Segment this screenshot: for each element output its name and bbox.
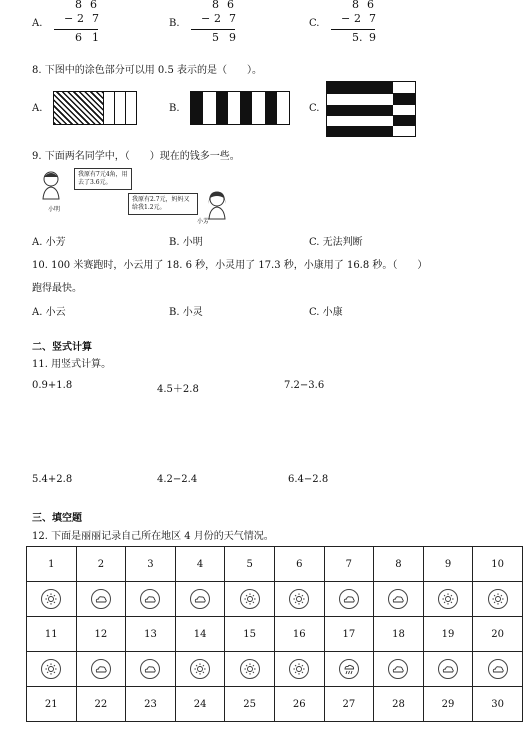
q7-digit: 6 bbox=[90, 0, 97, 11]
q7-digit: 2 bbox=[354, 12, 361, 25]
q7-digit: 6 bbox=[75, 31, 82, 44]
q7-option-a-label: A. bbox=[32, 18, 43, 29]
weather-day-cell: 26 bbox=[274, 687, 324, 722]
weather-day-cell: 18 bbox=[374, 617, 424, 652]
weather-table bbox=[26, 546, 523, 722]
q7-option-c-label: C. bbox=[309, 18, 320, 29]
q7-digit: 7 bbox=[92, 12, 99, 25]
q10-option-a: A. 小云 bbox=[32, 307, 66, 318]
sun-icon bbox=[190, 659, 210, 679]
q8-option-b-label: B. bbox=[169, 103, 180, 114]
cloud-icon bbox=[339, 589, 359, 609]
weather-icon-cell bbox=[126, 582, 176, 617]
cloud-icon bbox=[190, 589, 210, 609]
weather-icon-cell bbox=[374, 582, 424, 617]
cloud-icon bbox=[140, 589, 160, 609]
weather-icon-cell bbox=[473, 582, 523, 617]
sun-icon bbox=[289, 589, 309, 609]
weather-icon-row bbox=[27, 652, 523, 687]
q7-digit: − bbox=[341, 12, 351, 25]
q7-digit: 6 bbox=[367, 0, 374, 11]
q9-option-a: A. 小芳 bbox=[32, 237, 66, 248]
weather-icon-row bbox=[27, 582, 523, 617]
sun-icon bbox=[41, 659, 61, 679]
q7-digit: 8 bbox=[352, 0, 359, 11]
q8-figure-a bbox=[53, 91, 137, 125]
sun-icon bbox=[289, 659, 309, 679]
sun-icon bbox=[438, 589, 458, 609]
q7-digit: 6 bbox=[227, 0, 234, 11]
weather-day-cell: 20 bbox=[473, 617, 523, 652]
q10-question-continued: 跑得最快。 bbox=[32, 283, 82, 294]
weather-day-cell: 24 bbox=[175, 687, 225, 722]
xiaoming-figure bbox=[38, 170, 64, 200]
xiaoming-speech-bubble: 我原有7元4角，用去了3.6元。 bbox=[74, 168, 132, 190]
cloud-icon bbox=[438, 659, 458, 679]
weather-icon-cell bbox=[126, 652, 176, 687]
weather-icon-cell bbox=[76, 582, 126, 617]
q11-expression-6: 6.4−2.8 bbox=[288, 474, 329, 485]
weather-icon-cell bbox=[324, 652, 374, 687]
q7-option-c-subtraction bbox=[329, 0, 377, 46]
q12-question: 12. 下面是丽丽记录自己所在地区 4 月份的天气情况。 bbox=[32, 531, 274, 542]
weather-day-cell: 3 bbox=[126, 547, 176, 582]
section-3-title: 三、填空题 bbox=[32, 513, 82, 524]
weather-day-cell: 12 bbox=[76, 617, 126, 652]
q11-expression-4: 5.4+2.8 bbox=[32, 474, 73, 485]
weather-icon-cell bbox=[473, 652, 523, 687]
weather-day-cell: 4 bbox=[175, 547, 225, 582]
xiaofang-speech-bubble: 我原有2.7元，妈妈又给我1.2元。 bbox=[128, 193, 198, 215]
weather-day-cell: 5 bbox=[225, 547, 275, 582]
weather-day-cell: 11 bbox=[27, 617, 77, 652]
weather-icon-cell bbox=[175, 652, 225, 687]
sun-icon bbox=[240, 589, 260, 609]
weather-day-cell: 14 bbox=[175, 617, 225, 652]
q7-digit: 5. bbox=[352, 31, 363, 44]
weather-day-cell: 6 bbox=[274, 547, 324, 582]
weather-day-cell: 2 bbox=[76, 547, 126, 582]
q11-expression-1: 0.9+1.8 bbox=[32, 380, 73, 391]
weather-day-cell: 22 bbox=[76, 687, 126, 722]
q7-rule-line bbox=[331, 29, 375, 30]
cloud-icon bbox=[91, 589, 111, 609]
weather-day-cell: 1 bbox=[27, 547, 77, 582]
weather-day-cell: 30 bbox=[473, 687, 523, 722]
weather-day-cell: 7 bbox=[324, 547, 374, 582]
q8-option-a-label: A. bbox=[32, 103, 43, 114]
q10-option-b: B. 小灵 bbox=[169, 307, 203, 318]
sun-icon bbox=[41, 589, 61, 609]
weather-icon-cell bbox=[324, 582, 374, 617]
q7-digit: 2 bbox=[214, 12, 221, 25]
weather-day-cell: 19 bbox=[423, 617, 473, 652]
sun-icon bbox=[488, 589, 508, 609]
weather-day-cell: 28 bbox=[374, 687, 424, 722]
q8-figure-c bbox=[326, 81, 416, 137]
weather-icon-cell bbox=[225, 582, 275, 617]
weather-icon-cell bbox=[274, 582, 324, 617]
q7-digit: 9 bbox=[229, 31, 236, 44]
q7-digit: 8 bbox=[212, 0, 219, 11]
q7-digit: 8 bbox=[75, 0, 82, 11]
q11-question: 11. 用竖式计算。 bbox=[32, 359, 112, 370]
weather-day-cell: 9 bbox=[423, 547, 473, 582]
weather-day-cell: 15 bbox=[225, 617, 275, 652]
q11-expression-5: 4.2−2.4 bbox=[157, 474, 198, 485]
q10-option-c: C. 小康 bbox=[309, 307, 343, 318]
sun-icon bbox=[240, 659, 260, 679]
cloud-icon bbox=[91, 659, 111, 679]
weather-icon-cell bbox=[374, 652, 424, 687]
cloud-icon bbox=[388, 659, 408, 679]
weather-icon-cell bbox=[274, 652, 324, 687]
xiaofang-name: 小芳 bbox=[197, 218, 210, 225]
q9-option-b: B. 小明 bbox=[169, 237, 203, 248]
weather-day-cell: 21 bbox=[27, 687, 77, 722]
q10-question: 10. 100 米赛跑时，小云用了 18. 6 秒，小灵用了 17.3 秒，小康用了 16.8 秒。（ ） bbox=[32, 260, 428, 271]
weather-icon-cell bbox=[423, 652, 473, 687]
q8-question: 8. 下图中的涂色部分可以用 0.5 表示的是（ ）。 bbox=[32, 65, 262, 76]
q7-option-b-subtraction bbox=[189, 0, 237, 46]
q7-digit: 5 bbox=[212, 31, 219, 44]
weather-day-cell: 27 bbox=[324, 687, 374, 722]
q7-option-a-subtraction bbox=[52, 0, 100, 46]
q7-digit: − bbox=[64, 12, 74, 25]
q9-option-c: C. 无法判断 bbox=[309, 237, 363, 248]
weather-icon-cell bbox=[76, 652, 126, 687]
q7-digit: 7 bbox=[229, 12, 236, 25]
weather-day-cell: 25 bbox=[225, 687, 275, 722]
cloud-icon bbox=[140, 659, 160, 679]
weather-day-cell: 13 bbox=[126, 617, 176, 652]
q11-expression-2: 4.5＋2.8 bbox=[157, 384, 199, 395]
weather-day-row bbox=[27, 687, 523, 722]
weather-day-row bbox=[27, 617, 523, 652]
weather-day-cell: 23 bbox=[126, 687, 176, 722]
cloud-icon bbox=[488, 659, 508, 679]
weather-day-cell: 29 bbox=[423, 687, 473, 722]
q7-digit: 2 bbox=[77, 12, 84, 25]
q8-figure-b bbox=[190, 91, 290, 125]
weather-icon-cell bbox=[225, 652, 275, 687]
q11-expression-3: 7.2−3.6 bbox=[284, 380, 325, 391]
weather-icon-cell bbox=[27, 652, 77, 687]
weather-icon-cell bbox=[175, 582, 225, 617]
xiaoming-name: 小明 bbox=[48, 206, 61, 213]
weather-icon-cell bbox=[423, 582, 473, 617]
cloud-icon bbox=[388, 589, 408, 609]
q7-digit: − bbox=[201, 12, 211, 25]
q7-rule-line bbox=[191, 29, 235, 30]
q9-question: 9. 下面两名同学中，（ ）现在的钱多一些。 bbox=[32, 151, 240, 162]
q7-digit: 7 bbox=[369, 12, 376, 25]
q7-digit: 1 bbox=[92, 31, 99, 44]
weather-day-cell: 17 bbox=[324, 617, 374, 652]
rain-icon bbox=[339, 659, 359, 679]
section-2-title: 二、竖式计算 bbox=[32, 342, 92, 353]
weather-day-cell: 16 bbox=[274, 617, 324, 652]
q7-digit: 9 bbox=[369, 31, 376, 44]
weather-icon-cell bbox=[27, 582, 77, 617]
weather-day-cell: 8 bbox=[374, 547, 424, 582]
weather-day-cell: 10 bbox=[473, 547, 523, 582]
q8-option-c-label: C. bbox=[309, 103, 320, 114]
q7-rule-line bbox=[54, 29, 98, 30]
weather-day-row bbox=[27, 547, 523, 582]
q7-option-b-label: B. bbox=[169, 18, 180, 29]
